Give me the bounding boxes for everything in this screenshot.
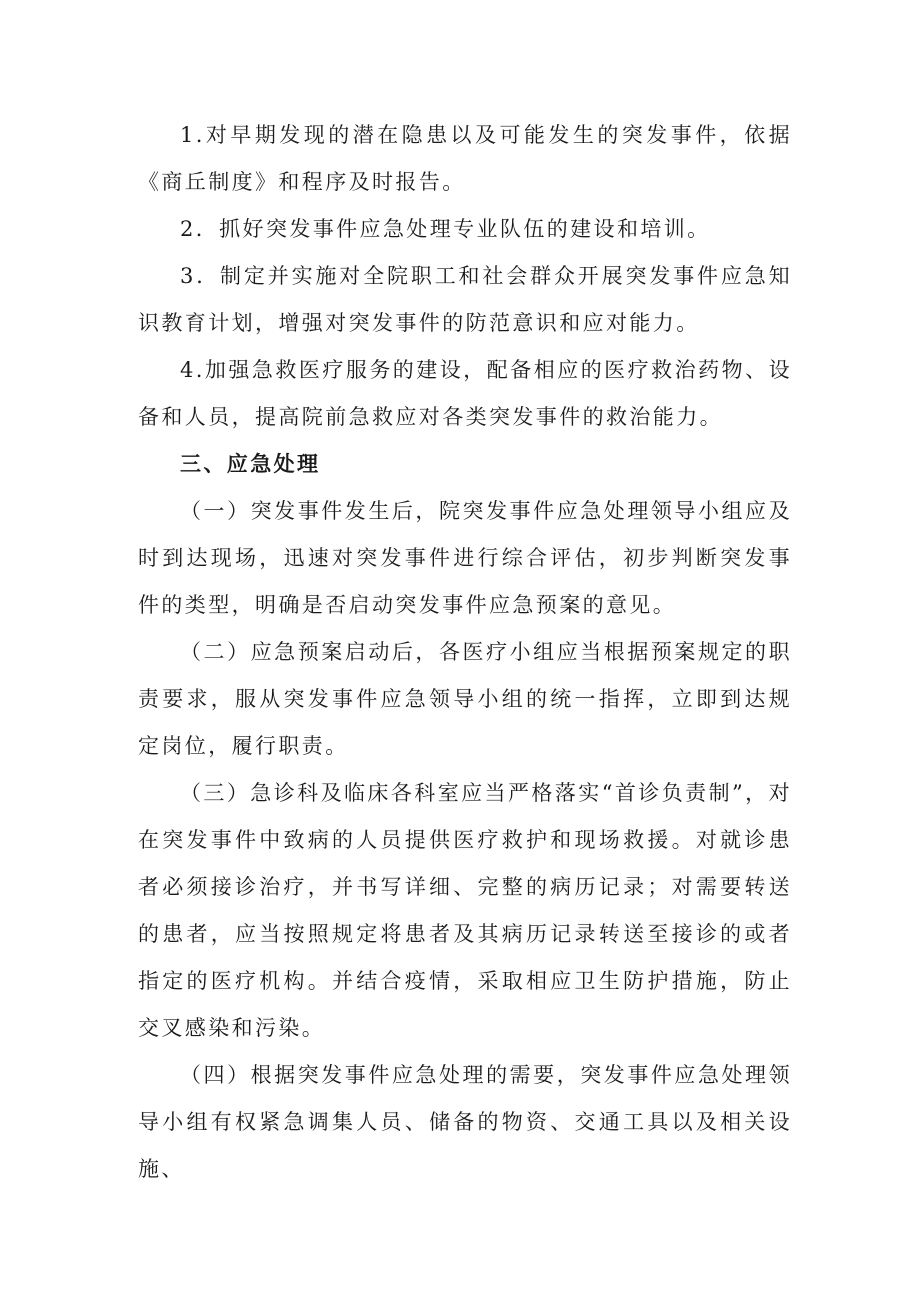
paragraph-handling-3: （三）急诊科及临床各科室应当严格落实“首诊负责制”，对在突发事件中致病的人员提供医疗救护和现场救援。对就诊患者必须接诊治疗，并书写详细、完整的病历记录；对需要转送的患者，应当按照规定将患者及其病历记录转送至接诊的或者指定的医疗机构。并结合疫情，采取相应卫生防护措施，防止交叉感染和污染。 [138, 781, 792, 1040]
paragraph-handling-1: （一）突发事件发生后，院突发事件应急处理领导小组应及时到达现场，迅速对突发事件进行综合评估，初步判断突发事件的类型，明确是否启动突发事件应急预案的意见。 [138, 499, 792, 617]
paragraph-early-report: 1.对早期发现的潜在隐患以及可能发生的突发事件，依据《商丘制度》和程序及时报告。 [138, 123, 792, 194]
paragraph-handling-2: （二）应急预案启动后，各医疗小组应当根据预案规定的职责要求，服从突发事件应急领导小组的统一指挥，立即到达规定岗位，履行职责。 [138, 640, 792, 758]
paragraph-team-training: 2．抓好突发事件应急处理专业队伍的建设和培训。 [180, 217, 711, 241]
paragraph-handling-4: （四）根据突发事件应急处理的需要，突发事件应急处理领导小组有权紧急调集人员、储备的物资、交通工具以及相关设施、 [138, 1063, 792, 1181]
section-heading-emergency-handling: 三、应急处理 [180, 452, 321, 476]
paragraph-emergency-service: 4.加强急救医疗服务的建设，配备相应的医疗救治药物、设备和人员，提高院前急救应对各类突发事件的救治能力。 [138, 358, 792, 429]
paragraph-education-plan: 3．制定并实施对全院职工和社会群众开展突发事件应急知识教育计划，增强对突发事件的防范意识和应对能力。 [138, 264, 792, 335]
document-page [138, 112, 792, 1193]
